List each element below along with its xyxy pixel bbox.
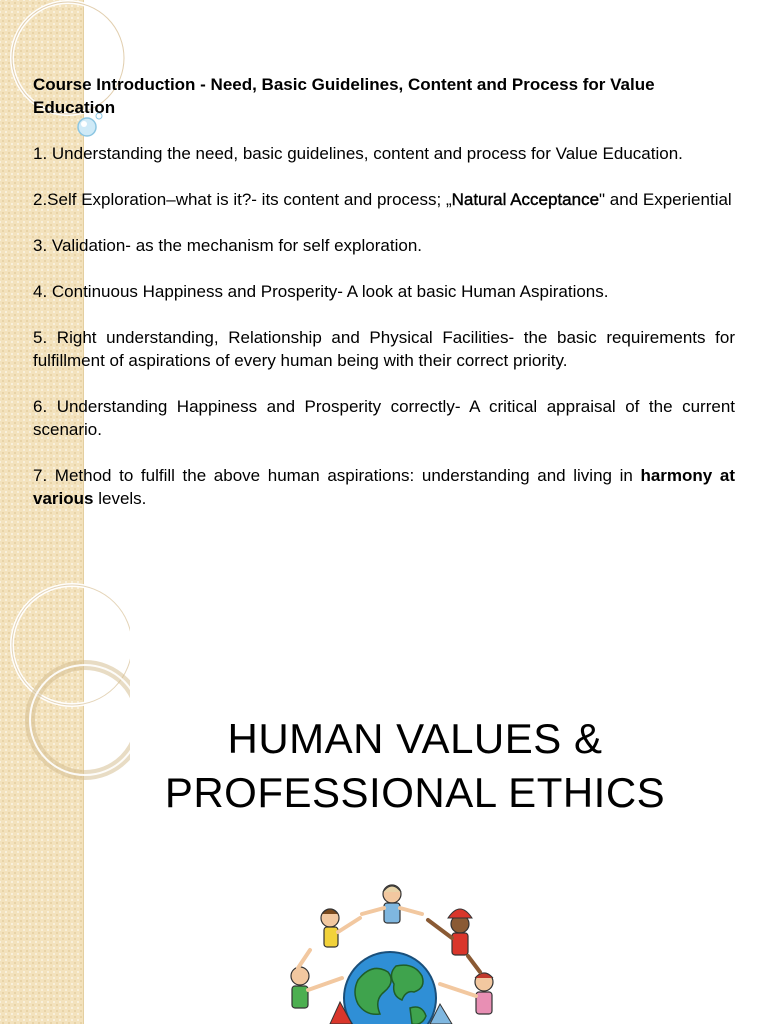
- children-around-globe-illustration: [280, 880, 500, 1024]
- title-line-2: PROFESSIONAL ETHICS: [164, 769, 666, 816]
- list-item-4: 4. Continuous Happiness and Prosperity- A look at basic Human Aspirations.: [33, 282, 609, 301]
- list-item-2: [33, 188, 735, 211]
- list-item-6: 6. Understanding Happiness and Prosperity correctly- A critical appraisal of the current scenario.: [33, 397, 735, 439]
- natural-acceptance-term: Natural Acceptance: [451, 190, 600, 209]
- list-item-7-tail: levels.: [93, 489, 147, 508]
- list-item-3: 3. Validation- as the mechanism for self exploration.: [33, 236, 422, 255]
- list-item-2-tail: " and Experiential: [599, 190, 732, 209]
- list-item-7-text: 7. Method to fulfill the above human aspirations: understanding and living in: [33, 466, 641, 485]
- title-line-1: HUMAN VALUES &: [227, 715, 603, 762]
- page-title: [100, 712, 730, 820]
- list-item-7: [33, 464, 735, 510]
- course-content: [33, 73, 735, 510]
- course-heading: Course Introduction - Need, Basic Guidelines, Content and Process for Value Education: [33, 75, 655, 117]
- list-item-2-text: 2.Self Exploration–what is it?- its content and process; „: [33, 190, 452, 209]
- list-item-1: 1. Understanding the need, basic guidelines, content and process for Value Education.: [33, 144, 683, 163]
- list-item-5: 5. Right understanding, Relationship and Physical Facilities- the basic requirements for fulfillment of aspirations of every human being with their correct priority.: [33, 328, 735, 370]
- harmony-emphasis: harmony at various: [33, 466, 735, 508]
